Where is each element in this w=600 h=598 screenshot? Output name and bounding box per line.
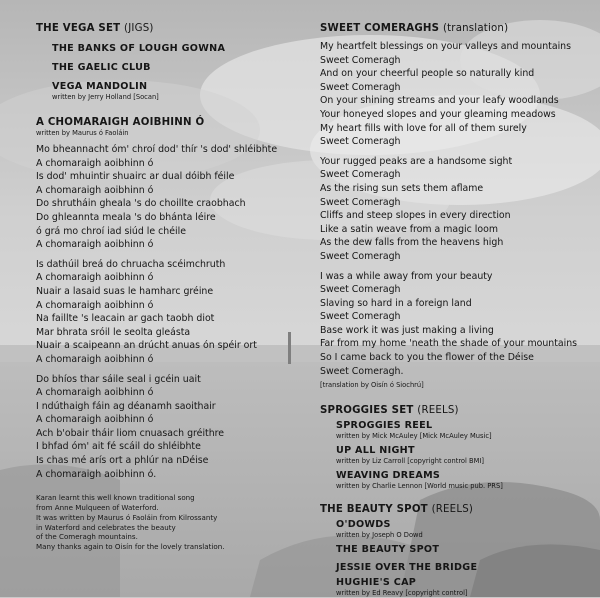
lyric-line: Ach b'obair tháir liom cnuasach gréithre	[36, 427, 225, 439]
lyric-line: A chomaraigh aoibhinn ó	[36, 414, 154, 426]
tune-title: VEGA MANDOLIN	[52, 81, 148, 92]
sproggies-set-title: SPROGGIES SET	[320, 405, 414, 417]
translation-heading	[320, 22, 590, 35]
lyric-line: A chomaraigh aoibhinn ó	[36, 184, 154, 196]
lyric-line: A chomaraigh aoibhinn ó	[36, 272, 154, 284]
song-credit: written by Maurus ó Faoláin	[36, 129, 129, 137]
tune-credit: written by Ed Reavy [copyright control]	[336, 589, 468, 598]
tune-title: JESSIE OVER THE BRIDGE	[336, 562, 478, 574]
beauty-spot-heading	[320, 503, 590, 516]
lyric-line: Your honeyed slopes and your gleaming meadows	[320, 108, 556, 120]
note-line: Karan learnt this well known traditional song	[36, 493, 195, 503]
tune-title: THE BEAUTY SPOT	[336, 544, 440, 556]
tune-credit: written by Liz Carroll [copyright control BMI]	[336, 457, 484, 466]
tune-credit: written by Mick McAuley [Mick McAuley Music]	[336, 432, 492, 441]
lyric-line: A chomaraigh aoibhinn ó	[36, 299, 154, 311]
lyric-line: Far from my home 'neath the shade of your mountains	[320, 338, 578, 350]
lyric-line: A chomaraigh aoibhinn ó	[36, 157, 154, 169]
lyric-line: Do shrutháin gheala 's do choillte craobhach	[36, 198, 246, 210]
note-line: It was written by Maurus ó Faoláin from Kilrossanty	[36, 512, 218, 522]
note-line: of the Comeragh mountains.	[36, 532, 138, 542]
translation-verse-1	[320, 40, 590, 149]
lyric-line: Do ghleannta meala 's do bhánta léire	[36, 211, 216, 223]
vega-set-suffix: (JIGS)	[124, 23, 154, 34]
translation-verse-3	[320, 270, 590, 379]
tune-credit: written by Charlie Lennon [World music pub. PRS]	[336, 482, 503, 491]
sproggies-set-heading	[320, 404, 590, 417]
lyric-line: As the rising sun sets them aflame	[320, 182, 484, 194]
note-line: Many thanks again to Oisín for the lovely translation.	[36, 542, 225, 552]
tune-title: SPROGGIES REEL	[336, 420, 433, 432]
lyric-line: Is chas mé arís ort a phlúr na nDéise	[36, 455, 209, 467]
lyric-line: And on your cheerful people so naturally kind	[320, 68, 535, 80]
lyric-line: Your rugged peaks are a handsome sight	[320, 155, 513, 167]
lyric-line: Sweet Comeragh	[320, 54, 401, 66]
beauty-spot-title: THE BEAUTY SPOT	[320, 504, 428, 516]
tune-title: WEAVING DREAMS	[336, 470, 441, 482]
lyric-line: Sweet Comeragh	[320, 81, 401, 93]
lyric-line: Mar bhrata sróil le seolta gleásta	[36, 326, 191, 338]
song-note	[36, 493, 298, 552]
lyric-line: A chomaraigh aoibhinn ó	[36, 239, 154, 251]
lyric-line: Sweet Comeragh	[320, 250, 401, 262]
lyric-line: On your shining streams and your leafy woodlands	[320, 95, 559, 107]
translation-verse-2	[320, 155, 590, 264]
lyric-line: Slaving so hard in a foreign land	[320, 297, 472, 309]
right-column	[320, 22, 590, 598]
tune-title: UP ALL NIGHT	[336, 445, 415, 457]
left-column	[36, 22, 298, 552]
tune-title: HUGHIE'S CAP	[336, 577, 417, 589]
song-title: A CHOMARAIGH AOIBHINN Ó	[36, 117, 205, 128]
lyric-line: Nuair a lasaid suas le hamharc gréine	[36, 285, 214, 297]
lyric-line: Sweet Comeragh	[320, 196, 401, 208]
note-line: in Waterford and celebrates the beauty	[36, 522, 176, 532]
translation-title: SWEET COMERAGHS	[320, 23, 440, 34]
translation-suffix: (translation)	[442, 23, 509, 34]
song-verse-1	[36, 143, 298, 252]
tune-title: THE GAELIC CLUB	[52, 62, 151, 73]
lyric-line: Nuair a scaipeann an drúcht anuas ón spéir ort	[36, 340, 257, 352]
lyric-line: I bhfad óm' ait fé scáil do shléibhte	[36, 441, 201, 453]
lyric-line: Sweet Comeragh	[320, 284, 401, 296]
lyric-line: Like a satin weave from a magic loom	[320, 223, 499, 235]
lyric-line: ó grá mo chroí iad siúd le chéile	[36, 225, 186, 237]
lyric-line: Mo bheannacht óm' chroí dod' thír 's dod' shléibhte	[36, 144, 278, 155]
lyric-line: Na faillte 's leacain ar gach taobh diot	[36, 313, 215, 325]
song-verse-3	[36, 373, 298, 482]
tune-title: THE BANKS OF LOUGH GOWNA	[52, 43, 226, 54]
lyric-line: Cliffs and steep slopes in every direction	[320, 210, 511, 222]
vega-set-title: THE VEGA SET	[36, 23, 121, 34]
tune-title: O'DOWDS	[336, 519, 391, 531]
lyric-line: A chomaraigh aoibhinn ó.	[36, 468, 157, 480]
song-verse-2	[36, 258, 298, 367]
lyric-line: Sweet Comeragh	[320, 136, 401, 148]
lyric-line: A chomaraigh aoibhinn ó	[36, 387, 154, 399]
lyric-line: I was a while away from your beauty	[320, 270, 493, 282]
tune-credit: written by Jerry Holland [Socan]	[52, 93, 159, 101]
translation-credit: [translation by Oisín ó Siochrú]	[320, 381, 424, 390]
lyric-line: Sweet Comeragh.	[320, 365, 404, 377]
lyric-line: My heartfelt blessings on your valleys and mountains	[320, 41, 572, 52]
lyric-line: Is dod' mhuintir shuairc ar dual dóibh féile	[36, 171, 235, 183]
lyric-line: A chomaraigh aoibhinn ó	[36, 353, 154, 365]
sproggies-set-suffix: (REELS)	[417, 405, 459, 417]
tune-credit: written by Joseph O Dowd	[336, 531, 423, 540]
lyric-line: Do bhíos thar sáile seal i gcéin uait	[36, 373, 201, 385]
lyric-line: Sweet Comeragh	[320, 311, 401, 323]
lyric-line: Sweet Comeragh	[320, 169, 401, 181]
lyric-line: Is dathúil breá do chruacha scéimchruth	[36, 258, 226, 270]
lyric-line: Base work it was just making a living	[320, 324, 494, 336]
lyric-line: As the dew falls from the heavens high	[320, 237, 504, 249]
lyric-line: I ndúthaigh fáin ag déanamh saoithair	[36, 400, 216, 412]
beauty-spot-suffix: (REELS)	[431, 504, 474, 516]
lyric-line: So I came back to you the flower of the Déise	[320, 352, 534, 364]
vega-set-heading	[36, 22, 298, 35]
lyric-line: My heart fills with love for all of them surely	[320, 122, 527, 134]
note-line: from Anne Mulqueen of Waterford.	[36, 503, 159, 513]
